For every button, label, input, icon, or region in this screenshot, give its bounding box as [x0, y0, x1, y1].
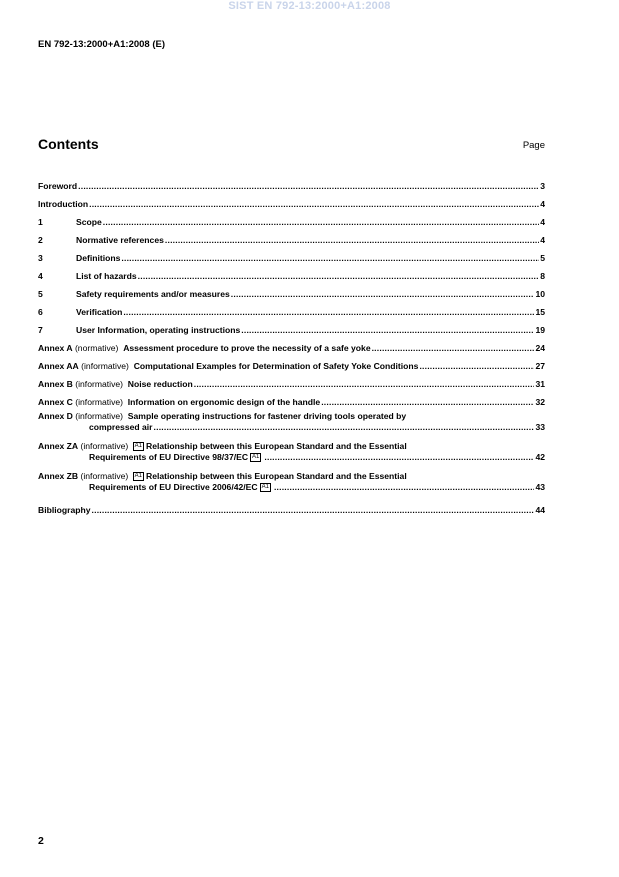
- toc-entry-annex-aa[interactable]: [38, 353, 545, 371]
- amendment-end-mark-icon: A1: [261, 484, 269, 490]
- toc-entry-page: 43: [535, 482, 545, 492]
- toc-entry-number: 4: [38, 271, 43, 281]
- annex-kind: (informative): [80, 471, 129, 481]
- dot-leader: [165, 235, 539, 245]
- toc-entry-title: List of hazards: [76, 271, 137, 281]
- toc-entry-page: 3: [540, 181, 545, 191]
- toc-entry-page: 27: [535, 361, 545, 371]
- annex-label: Annex D: [38, 411, 73, 421]
- dot-leader: [121, 253, 539, 263]
- toc-entry-title-line1: Relationship between this European Standard and the Essential: [146, 471, 407, 481]
- dot-leader: [321, 397, 534, 407]
- toc-entry-page: 44: [535, 505, 545, 515]
- toc-entry-page: 5: [540, 253, 545, 263]
- toc-entry-title: User Information, operating instructions: [76, 325, 241, 335]
- dot-leader: [264, 452, 534, 462]
- toc-entry-page: 24: [535, 343, 545, 353]
- dot-leader: [194, 379, 535, 389]
- toc-entry-number: 2: [38, 235, 43, 245]
- dot-leader: [123, 307, 534, 317]
- page-number: 2: [38, 835, 44, 847]
- toc-entry-introduction[interactable]: [38, 191, 545, 209]
- toc-entry-title: Scope: [76, 217, 102, 227]
- toc-entry-title: Safety requirements and/or measures: [76, 289, 230, 299]
- toc-entry-normative-references[interactable]: [38, 227, 545, 245]
- toc-entry-annex-b[interactable]: [38, 371, 545, 389]
- toc-entry-page: 15: [535, 307, 545, 317]
- document-id: EN 792-13:2000+A1:2008 (E): [38, 39, 166, 50]
- toc-entry-number: 1: [38, 217, 43, 227]
- toc-entry-title-line1: Sample operating instructions for fastener driving tools operated by: [127, 411, 407, 421]
- toc-entry-foreword[interactable]: [38, 173, 545, 191]
- annex-kind: (normative): [74, 343, 119, 353]
- annex-kind: (informative): [75, 397, 124, 407]
- toc-entry-title: Computational Examples for Determination of Safety Yoke Conditions: [133, 361, 419, 371]
- dot-leader: [231, 289, 535, 299]
- annex-label: Annex ZA: [38, 441, 79, 451]
- toc-entry-page: 42: [535, 452, 545, 462]
- toc-entry-title: Introduction: [38, 199, 89, 209]
- amendment-start-mark-icon: A1: [134, 473, 142, 479]
- toc-entry-title: Information on ergonomic design of the handle: [127, 397, 321, 407]
- dot-leader: [372, 343, 535, 353]
- toc-entry-annex-d[interactable]: [38, 407, 545, 437]
- toc-entry-user-information[interactable]: [38, 317, 545, 335]
- contents-title: Contents: [38, 136, 99, 152]
- dot-leader: [419, 361, 534, 371]
- annex-kind: (informative): [80, 441, 129, 451]
- watermark: SIST EN 792-13:2000+A1:2008: [228, 0, 391, 12]
- toc-entry-title: Verification: [76, 307, 123, 317]
- annex-label: Annex A: [38, 343, 73, 353]
- annex-label: Annex C: [38, 397, 73, 407]
- toc-entry-definitions[interactable]: [38, 245, 545, 263]
- dot-leader: [274, 482, 534, 492]
- toc-entry-page: 33: [535, 422, 545, 432]
- dot-leader: [92, 505, 535, 515]
- toc-entry-title-line2: Requirements of EU Directive 98/37/EC: [89, 452, 249, 462]
- toc-entry-title: Assessment procedure to prove the necessity of a safe yoke: [123, 343, 371, 353]
- annex-label: Annex AA: [38, 361, 79, 371]
- annex-label: Annex ZB: [38, 471, 79, 481]
- toc-entry-list-of-hazards[interactable]: [38, 263, 545, 281]
- toc-entry-annex-za[interactable]: [38, 437, 545, 467]
- toc-entry-annex-a[interactable]: [38, 335, 545, 353]
- toc-entry-page: 31: [535, 379, 545, 389]
- toc-entry-title: Bibliography: [38, 505, 91, 515]
- dot-leader: [154, 422, 535, 432]
- toc-entry-safety-requirements[interactable]: [38, 281, 545, 299]
- toc-entry-page: 10: [535, 289, 545, 299]
- toc-entry-number: 5: [38, 289, 43, 299]
- toc-entry-title-line2: compressed air: [89, 422, 153, 432]
- toc-entry-annex-c[interactable]: [38, 389, 545, 407]
- annex-kind: (informative): [75, 379, 124, 389]
- toc-entry-scope[interactable]: [38, 209, 545, 227]
- toc-entry-page: 19: [535, 325, 545, 335]
- dot-leader: [103, 217, 539, 227]
- toc-entry-page: 32: [535, 397, 545, 407]
- toc-entry-number: 6: [38, 307, 43, 317]
- toc-entry-bibliography[interactable]: [38, 497, 545, 515]
- toc-entry-title: Foreword: [38, 181, 78, 191]
- toc-entry-title: Normative references: [76, 235, 164, 245]
- toc-entry-page: 4: [540, 235, 545, 245]
- toc-entry-title-line2: Requirements of EU Directive 2006/42/EC: [89, 482, 258, 492]
- dot-leader: [78, 181, 539, 191]
- annex-kind: (informative): [75, 411, 124, 421]
- toc-entry-annex-zb[interactable]: [38, 467, 545, 497]
- amendment-start-mark-icon: A1: [134, 443, 142, 449]
- dot-leader: [138, 271, 540, 281]
- toc-entry-verification[interactable]: [38, 299, 545, 317]
- amendment-end-mark-icon: A1: [252, 454, 260, 460]
- annex-label: Annex B: [38, 379, 73, 389]
- dot-leader: [89, 199, 539, 209]
- toc-entry-page: 4: [540, 199, 545, 209]
- toc-entry-title: Definitions: [76, 253, 121, 263]
- toc-entry-page: 4: [540, 217, 545, 227]
- dot-leader: [241, 325, 534, 335]
- page-column-label: Page: [522, 140, 545, 151]
- toc-entry-title: Noise reduction: [127, 379, 193, 389]
- toc-entry-number: 7: [38, 325, 43, 335]
- toc-entry-number: 3: [38, 253, 43, 263]
- table-of-contents: [38, 173, 545, 515]
- toc-entry-title-line1: Relationship between this European Standard and the Essential: [146, 441, 407, 451]
- annex-kind: (informative): [81, 361, 129, 371]
- toc-entry-page: 8: [540, 271, 545, 281]
